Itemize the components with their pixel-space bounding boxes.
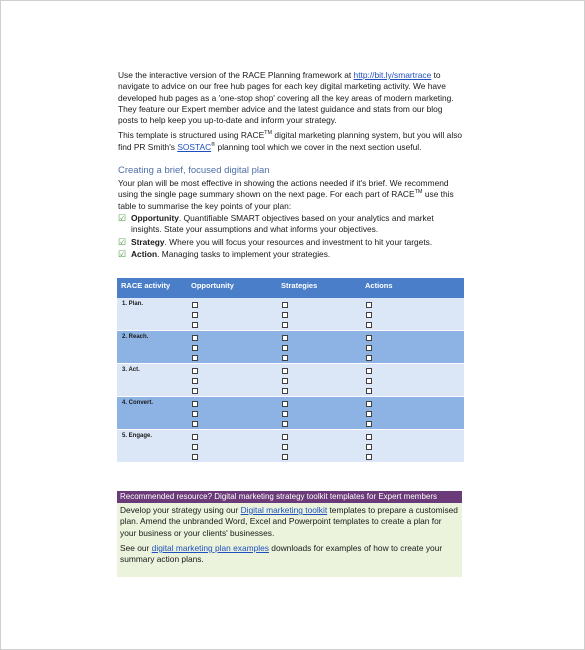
checkbox[interactable] (282, 388, 288, 394)
digital-marketing-toolkit-link[interactable]: Digital marketing toolkit (240, 505, 328, 515)
checklist-item (118, 237, 463, 248)
checklist-term: Opportunity (131, 213, 179, 223)
section-heading: Creating a brief, focused digital plan (118, 165, 270, 176)
table-row (117, 397, 464, 430)
checkbox[interactable] (192, 444, 198, 450)
header-opportunity: Opportunity (191, 281, 234, 290)
checkbox[interactable] (192, 302, 198, 308)
rec-text-a: Develop your strategy using our (120, 505, 241, 515)
intro2-text-c: planning tool which we cover in the next section useful. (215, 141, 422, 152)
checkbox[interactable] (192, 454, 198, 460)
table-row (117, 430, 464, 463)
intro-text-a: Use the interactive version of the RACE Planning framework at (118, 70, 354, 80)
rec2-text-a: See our (120, 542, 152, 553)
checklist-desc: . Managing tasks to implement your strategies. (157, 248, 331, 259)
checkbox[interactable] (282, 401, 288, 407)
checkbox[interactable] (366, 444, 372, 450)
checkbox[interactable] (366, 401, 372, 407)
checkbox[interactable] (282, 434, 288, 440)
checkbox[interactable] (366, 335, 372, 341)
intro-paragraph-2 (118, 130, 463, 153)
checkbox[interactable] (366, 312, 372, 318)
trademark-mark-2: TM (414, 189, 423, 196)
checkbox-tick-icon: ☑ (118, 236, 127, 247)
checkbox[interactable] (282, 368, 288, 374)
checkbox[interactable] (192, 355, 198, 361)
checkbox[interactable] (192, 312, 198, 318)
checklist-item (118, 213, 463, 236)
table-row (117, 331, 464, 364)
rec-text-b: templates to prepare a customised plan. Amend the unbranded Word, Excel and Powerpoint templates to create a plan for your business or your clients' businesses. (120, 505, 458, 538)
row-label: 1. Plan. (122, 301, 144, 307)
recommended-body (117, 503, 462, 577)
checklist-desc: . Quantifiable SMART objectives based on your analytics and market insights. State your assumptions and what informs your objectives. (131, 213, 434, 235)
row-label: 2. Reach. (122, 334, 149, 340)
checkbox[interactable] (192, 322, 198, 328)
intro-text-b: to navigate to advice on our free hub pages for each key digital marketing activity. We have developed hub pages as a 'one-stop shop' covering all the key areas of modern marketing. They feature our Expert member advice and the latest guidance and stats from our blog posts to help keep you up-to-date and inform your strategy. (118, 70, 454, 126)
smartrace-link[interactable]: http://bit.ly/smartrace (353, 70, 432, 80)
table-row (117, 364, 464, 397)
plan-examples-link[interactable]: digital marketing plan examples (151, 542, 269, 553)
checkbox[interactable] (192, 401, 198, 407)
row-label: 5. Engage. (122, 433, 153, 439)
checkbox[interactable] (366, 378, 372, 384)
recommended-paragraph-1 (120, 505, 459, 539)
race-planning-table (117, 278, 464, 463)
row-label: 4. Convert. (122, 400, 154, 406)
checkbox[interactable] (192, 378, 198, 384)
recommended-heading: Recommended resource? Digital marketing strategy toolkit templates for Expert members (117, 491, 462, 503)
checkbox[interactable] (366, 411, 372, 417)
checkbox[interactable] (366, 355, 372, 361)
checkbox[interactable] (282, 322, 288, 328)
checkbox[interactable] (282, 454, 288, 460)
checkbox[interactable] (192, 411, 198, 417)
checkbox[interactable] (282, 302, 288, 308)
table-header-row (117, 278, 464, 298)
header-race-activity: RACE activity (121, 281, 171, 290)
checkbox[interactable] (282, 335, 288, 341)
checklist (118, 213, 463, 261)
header-actions: Actions (365, 281, 393, 290)
checkbox[interactable] (282, 421, 288, 427)
checkbox[interactable] (192, 421, 198, 427)
checkbox-tick-icon: ☑ (118, 248, 127, 259)
checklist-desc: . Where you will focus your resources and investment to hit your targets. (164, 236, 433, 247)
intro2-text-a: This template is structured using RACE (118, 130, 265, 141)
intro-text (118, 70, 463, 157)
trademark-mark: TM (264, 130, 273, 137)
section-text-a: Your plan will be most effective in showing the actions needed if it's brief. We recommend using the single page summary shown on the next page. For each part of RACE (118, 178, 449, 200)
header-strategies: Strategies (281, 281, 318, 290)
checkbox[interactable] (366, 345, 372, 351)
section-paragraph (118, 178, 463, 212)
sostac-link[interactable]: SOSTAC (177, 141, 212, 152)
checkbox[interactable] (366, 368, 372, 374)
checkbox[interactable] (366, 322, 372, 328)
checkbox[interactable] (282, 345, 288, 351)
checkbox[interactable] (366, 421, 372, 427)
checkbox-tick-icon: ☑ (118, 213, 127, 223)
checkbox[interactable] (282, 378, 288, 384)
checklist-text (131, 249, 330, 260)
checkbox[interactable] (366, 302, 372, 308)
recommended-resource-box (117, 491, 462, 577)
table-row (117, 298, 464, 331)
checkbox[interactable] (192, 345, 198, 351)
checkbox[interactable] (366, 454, 372, 460)
row-label: 3. Act. (122, 367, 140, 373)
checklist-text (131, 237, 432, 248)
section-text-b: use this table to summarise the key points of your plan: (118, 189, 454, 211)
checkbox[interactable] (366, 434, 372, 440)
checklist-term: Action (131, 248, 158, 259)
checkbox[interactable] (192, 434, 198, 440)
intro-paragraph-1 (118, 70, 463, 126)
recommended-paragraph-2 (120, 543, 459, 566)
checkbox[interactable] (282, 444, 288, 450)
table-body (117, 298, 464, 463)
checkbox[interactable] (366, 388, 372, 394)
checkbox[interactable] (192, 368, 198, 374)
checkbox[interactable] (282, 411, 288, 417)
section-body (118, 178, 463, 212)
checklist-term: Strategy (131, 236, 165, 247)
checkbox[interactable] (282, 312, 288, 318)
checkbox[interactable] (282, 355, 288, 361)
checklist-item (118, 249, 463, 260)
checkbox[interactable] (192, 335, 198, 341)
rec2-text-b: downloads for examples of how to create your summary action plans. (120, 542, 443, 565)
intro2-text-b: digital marketing planning system, but you will also find PR Smith's (118, 130, 463, 152)
checkbox[interactable] (192, 388, 198, 394)
checklist-text (131, 213, 463, 236)
registered-mark: ® (211, 141, 216, 148)
